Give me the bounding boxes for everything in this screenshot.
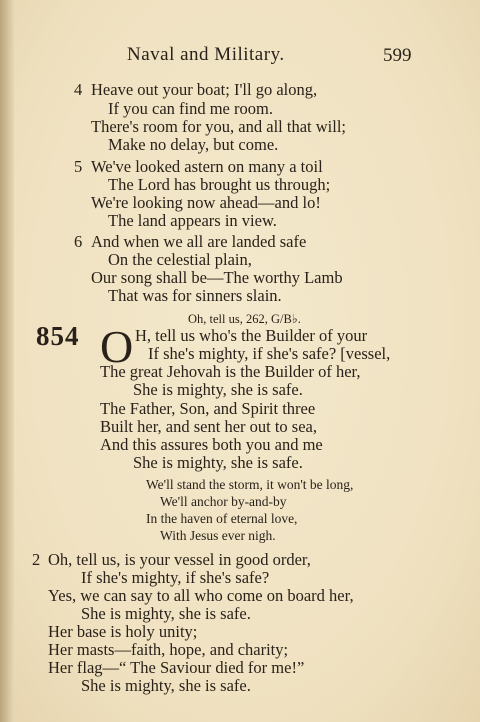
tune-reference: Oh, tell us, 262, G/B♭.: [188, 312, 301, 326]
verse-line: And this assures both you and me: [100, 435, 323, 454]
verse-line: She is mighty, she is safe.: [81, 604, 251, 623]
page-title: Naval and Military.: [127, 44, 285, 65]
verse-number: 2: [32, 550, 41, 569]
chorus-line: With Jesus ever nigh.: [160, 528, 276, 543]
chorus-line: We'll stand the storm, it won't be long,: [146, 477, 354, 492]
verse-line: Yes, we can say to all who come on board her,: [48, 586, 354, 605]
verse-line: Her flag—“ The Saviour died for me!”: [48, 658, 305, 677]
verse-line: We're looking now ahead—and lo!: [91, 193, 321, 212]
verse-line: Oh, tell us, is your vessel in good order,: [48, 550, 311, 569]
verse-line: She is mighty, she is safe.: [133, 453, 303, 472]
verse-line: And when we all are landed safe: [91, 232, 307, 251]
verse-line: Our song shall be—The worthy Lamb: [91, 268, 343, 287]
verse-number: 6: [74, 232, 83, 251]
chorus-line: We'll anchor by-and-by: [160, 494, 287, 509]
verse-line: Make no delay, but come.: [108, 135, 279, 154]
verse-line: Her masts—faith, hope, and charity;: [48, 640, 289, 659]
verse-line: Heave out your boat; I'll go along,: [91, 80, 318, 99]
verse-line: We've looked astern on many a toil: [91, 157, 323, 176]
verse-line: If she's mighty, if she's safe? [vessel,: [148, 344, 391, 363]
verse-line: She is mighty, she is safe.: [133, 380, 303, 399]
verse-line: If she's mighty, if she's safe?: [81, 568, 270, 587]
chorus-line: In the haven of eternal love,: [146, 511, 298, 526]
verse-line: The great Jehovah is the Builder of her,: [100, 362, 361, 381]
verse-line: She is mighty, she is safe.: [81, 676, 251, 695]
drop-cap: O: [100, 321, 134, 372]
hymn-number: 854: [36, 321, 80, 351]
verse-number: 5: [74, 157, 83, 176]
verse-line: The Lord has brought us through;: [108, 175, 331, 194]
verse-line: Built her, and sent her out to sea,: [100, 417, 317, 436]
verse-number: 4: [74, 80, 83, 99]
verse-line: If you can find me room.: [108, 99, 273, 118]
page-number: 599: [383, 45, 412, 66]
verse-line: On the celestial plain,: [108, 250, 252, 269]
page-gutter: [0, 0, 14, 722]
verse-line: There's room for you, and all that will;: [91, 117, 346, 136]
verse-line: Her base is holy unity;: [48, 622, 198, 641]
verse-line: That was for sinners slain.: [108, 286, 282, 305]
verse-line: The Father, Son, and Spirit three: [100, 399, 316, 418]
verse-line: The land appears in view.: [108, 211, 277, 230]
verse-line: H, tell us who's the Builder of your: [135, 326, 368, 345]
